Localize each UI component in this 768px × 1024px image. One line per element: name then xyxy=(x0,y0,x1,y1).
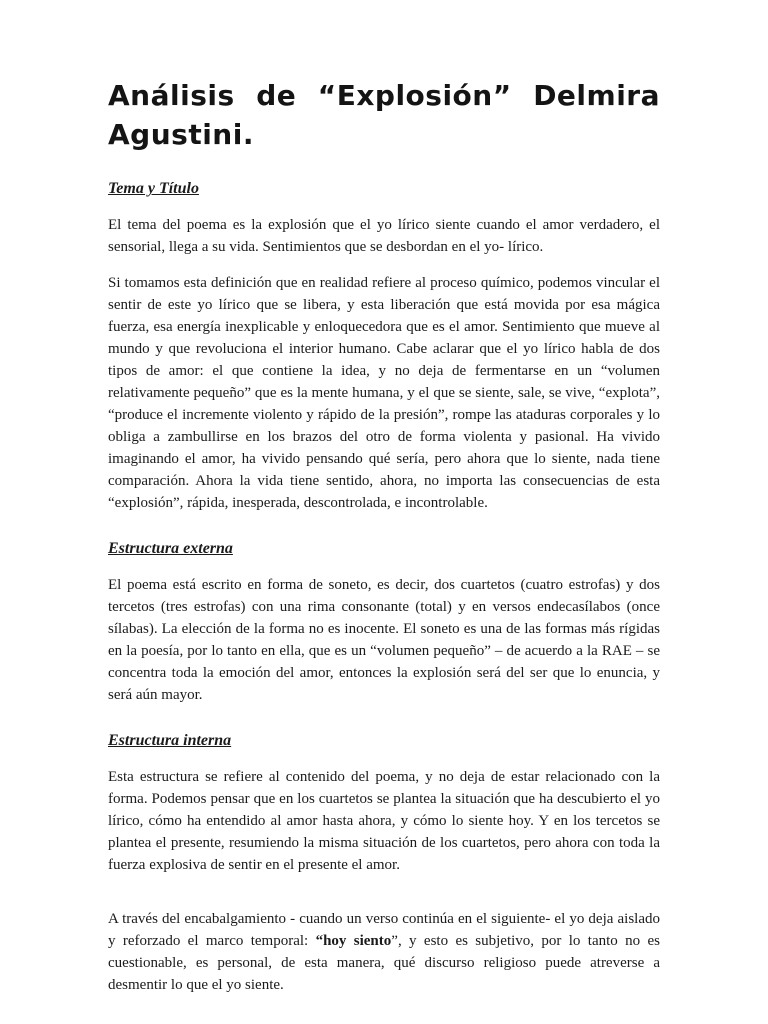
paragraph-tema-2: Si tomamos esta definición que en realidad refiere al proceso químico, podemos vincular el sentir de este yo lírico que se libera, y esta liberación que está movida por esa mágica fuerza, esa energía inexplicable y enloquecedora que es el amor. Sentimiento que mueve al mundo y que revoluciona el interior humano. Cabe aclarar que el yo lírico habla de dos tipos de amor: el que contiene la idea, y no deja de fermentarse en un “volumen relativamente pequeño” que es la mente humana, y el que se siente, sale, se vive, “explota”, “produce el incremente violento y rápido de la presión”, rompe las ataduras corporales y lo obliga a zambullirse en los brazos del otro de forma violenta y pasional. Ha vivido imaginando el amor, ha vivido pensando qué sería, pero ahora que lo siente, nada tiene comparación. Ahora la vida tiene sentido, ahora, no importa las consecuencias de esta “explosión”, rápida, inesperada, descontrolada, e incontrolable. xyxy=(108,275,660,512)
paragraph-text-pre: A través del encabalgamiento - cuando un verso continúa en el siguiente- el yo deja aislado y reforzado el marco temporal: xyxy=(108,911,660,950)
paragraph-estructura-interna-1: Esta estructura se refiere al contenido del poema, y no deja de estar relacionado con la forma. Podemos pensar que en los cuartetos se plantea la situación que ha descubierto el yo lírico, cómo ha entendido al amor hasta ahora, y cómo lo siente hoy. Y en los tercetos se plantea el presente, resumiendo la misma situación de los cuartetos, pero ahora con toda la fuerza explosiva de sentir en el presente el amor. xyxy=(108,769,660,874)
paragraph-encabalgamiento xyxy=(108,908,660,996)
section-heading-estructura-externa: Estructura externa xyxy=(108,540,233,558)
section-estructura-interna xyxy=(108,732,660,996)
section-tema-y-titulo xyxy=(108,180,660,514)
bold-phrase-hoy-siento: “hoy siento xyxy=(315,933,392,950)
section-estructura-externa xyxy=(108,540,660,706)
section-heading-estructura-interna: Estructura interna xyxy=(108,732,232,750)
paragraph-tema-1: El tema del poema es la explosión que el yo lírico siente cuando el amor verdadero, el sensorial, llega a su vida. Sentimientos que se desbordan en el yo- lírico. xyxy=(108,217,660,256)
document-title: Análisis de “Explosión” Delmira Agustini. xyxy=(108,79,660,152)
paragraph-estructura-externa-1: El poema está escrito en forma de soneto, es decir, dos cuartetos (cuatro estrofas) y dos tercetos (tres estrofas) con una rima consonante (total) y en versos endecasílabos (once sílabas). La elección de la forma no es inocente. El soneto es una de las formas más rígidas en la poesía, por lo tanto en ella, que es un “volumen pequeño” – de acuerdo a la RAE – se concentra toda la emoción del amor, entonces la explosión será del ser que lo enuncia, y será aún mayor. xyxy=(108,577,660,704)
section-heading-tema-y-titulo: Tema y Título xyxy=(108,180,199,198)
paragraph-text-post: ”, y esto es subjetivo, por lo tanto no es cuestionable, es personal, de esta manera, qué discurso religioso puede atreverse a desmentir lo que el yo siente. xyxy=(108,933,661,994)
